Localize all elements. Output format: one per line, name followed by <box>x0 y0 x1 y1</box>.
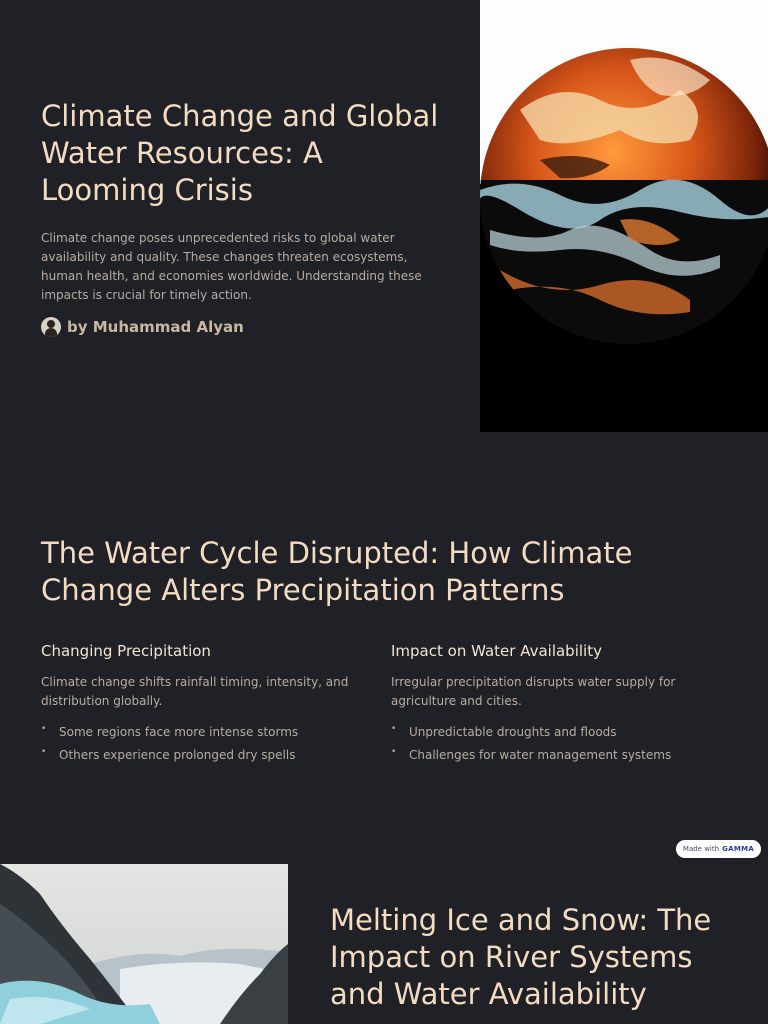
glacier-image <box>0 864 288 1024</box>
author-avatar <box>41 317 61 337</box>
bullet-item: • Unpredictable droughts and floods <box>391 721 741 744</box>
section-title: Melting Ice and Snow: The Impact on River Systems and Water Availability <box>330 903 712 1011</box>
column-heading: Impact on Water Availability <box>391 642 602 660</box>
bullet-item: • Others experience prolonged dry spells <box>41 744 391 767</box>
bullet-item: • Challenges for water management systems <box>391 744 741 767</box>
made-with-gamma-badge[interactable] <box>676 840 761 858</box>
column-heading: Changing Precipitation <box>41 642 211 660</box>
bullet-list <box>391 721 741 767</box>
bullet-list <box>41 721 391 767</box>
badge-prefix: Made with <box>682 845 720 853</box>
bullet-item: • Some regions face more intense storms <box>41 721 391 744</box>
author-name: by Muhammad Alyan <box>67 318 244 336</box>
water-cycle-section <box>41 535 741 767</box>
hero-title: Climate Change and Global Water Resources: A Looming Crisis <box>41 99 439 207</box>
hero-description: Climate change poses unprecedented risks to global water availability and quality. These changes threaten ecosystems, human health, and economies worldwide. Understanding these impacts is crucial for timely action. <box>41 231 422 302</box>
hero-section <box>41 98 441 337</box>
column-text: Irregular precipitation disrupts water supply for agriculture and cities. <box>391 675 676 708</box>
column-changing-precipitation <box>41 641 391 767</box>
gamma-logo: GAMMA <box>722 845 755 853</box>
author-byline <box>41 317 441 337</box>
column-impact-water-availability <box>391 641 741 767</box>
globe-image <box>480 0 768 432</box>
column-text: Climate change shifts rainfall timing, intensity, and distribution globally. <box>41 675 349 708</box>
section-title: The Water Cycle Disrupted: How Climate Change Alters Precipitation Patterns <box>41 536 633 607</box>
